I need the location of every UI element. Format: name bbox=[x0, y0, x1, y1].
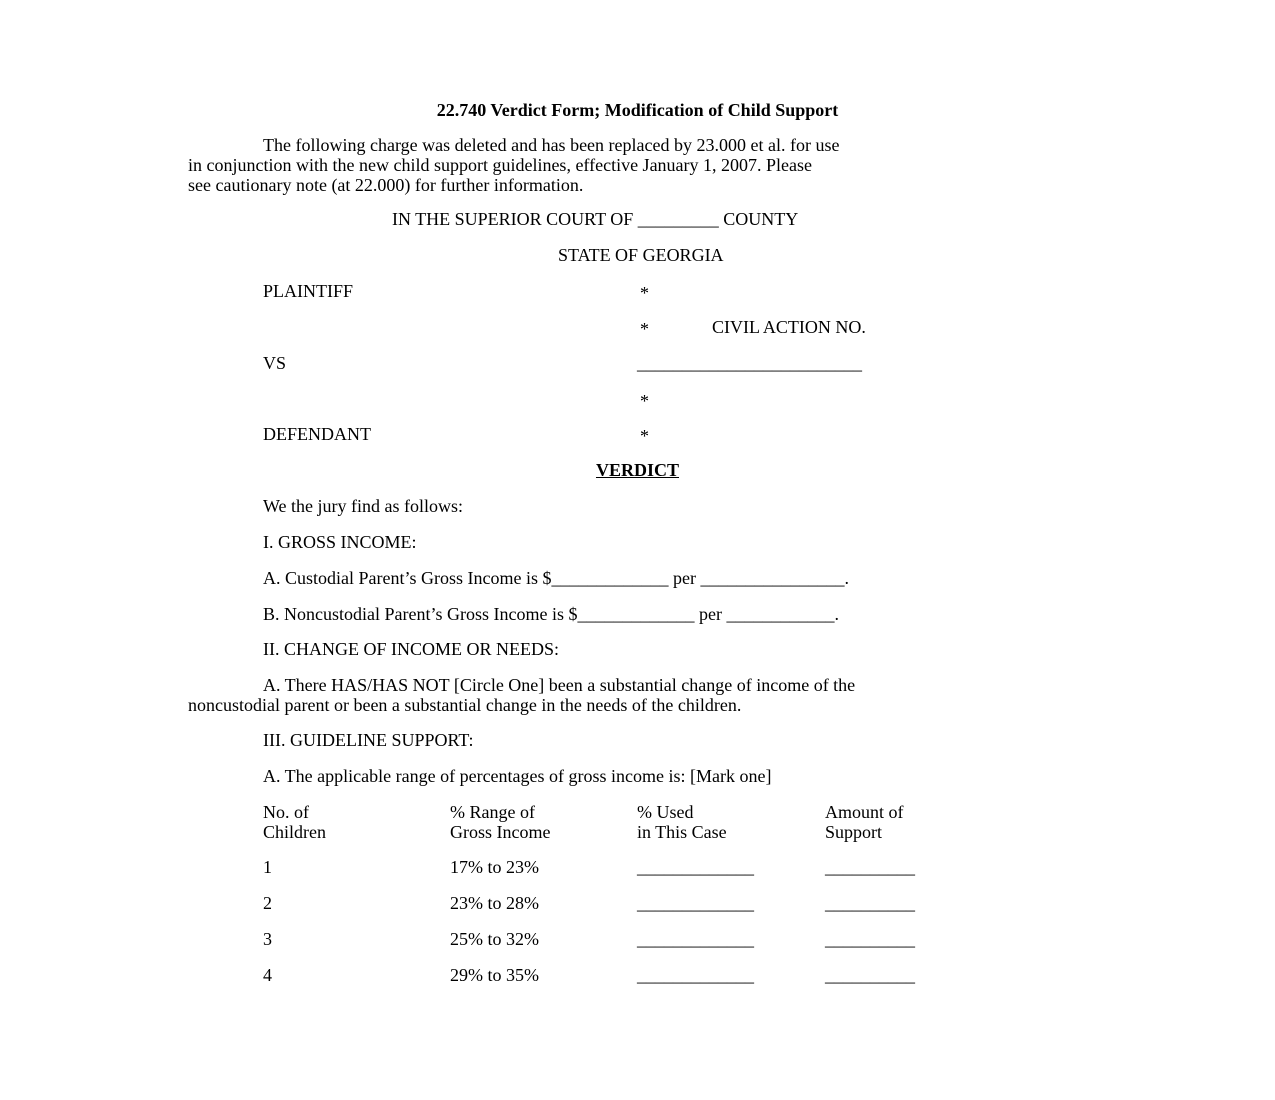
civil-action-label: CIVIL ACTION NO. bbox=[712, 317, 866, 337]
table-header: Amount of bbox=[825, 802, 904, 822]
change-line: noncustodial parent or been a substantial change in the needs of the children. bbox=[188, 695, 742, 715]
table-header: % Used bbox=[637, 802, 694, 822]
table-cell: __________ bbox=[825, 857, 915, 877]
intro-text: We the jury find as follows: bbox=[263, 496, 464, 516]
table-cell: __________ bbox=[825, 929, 915, 949]
table-header: Gross Income bbox=[450, 822, 551, 842]
court-heading: IN THE SUPERIOR COURT OF _________ COUNTY bbox=[392, 209, 799, 229]
defendant-label: DEFENDANT bbox=[263, 424, 371, 444]
table-header: in This Case bbox=[637, 822, 727, 842]
table-header: Support bbox=[825, 822, 883, 842]
table-cell: _____________ bbox=[637, 929, 754, 949]
table-cell: _____________ bbox=[637, 857, 754, 877]
table-cell: 17% to 23% bbox=[450, 857, 539, 877]
plaintiff-label: PLAINTIFF bbox=[263, 281, 354, 301]
range-instruction: A. The applicable range of percentages of gross income is: [Mark one] bbox=[263, 766, 772, 786]
table-cell: __________ bbox=[825, 893, 915, 913]
table-header: Children bbox=[263, 822, 326, 842]
table-header: No. of bbox=[263, 802, 309, 822]
table-cell: 25% to 32% bbox=[450, 929, 539, 949]
caption-star: * bbox=[640, 391, 649, 411]
table-header: % Range of bbox=[450, 802, 535, 822]
noncustodial-income-line: B. Noncustodial Parent’s Gross Income is $_____________ per ____________. bbox=[263, 604, 839, 624]
note-line: The following charge was deleted and has been replaced by 23.000 et al. for use bbox=[263, 135, 840, 155]
vs-label: VS bbox=[263, 353, 287, 373]
section-heading: III. GUIDELINE SUPPORT: bbox=[263, 730, 474, 750]
note-line: in conjunction with the new child support guidelines, effective January 1, 2007. Please bbox=[188, 155, 813, 175]
table-cell: _____________ bbox=[637, 893, 754, 913]
table-cell: _____________ bbox=[637, 965, 754, 985]
verdict-heading: VERDICT bbox=[595, 460, 679, 480]
case-number-line: _________________________ bbox=[637, 353, 862, 373]
note-line: see cautionary note (at 22.000) for further information. bbox=[188, 175, 584, 195]
table-cell: 1 bbox=[263, 857, 272, 877]
table-cell: 2 bbox=[263, 893, 272, 913]
custodial-income-line: A. Custodial Parent’s Gross Income is $_____________ per ________________. bbox=[263, 568, 849, 588]
change-line: A. There HAS/HAS NOT [Circle One] been a substantial change of income of the bbox=[263, 675, 856, 695]
table-cell: 3 bbox=[263, 929, 272, 949]
caption-star: * bbox=[640, 319, 649, 339]
table-cell: 29% to 35% bbox=[450, 965, 539, 985]
caption-star: * bbox=[640, 283, 649, 303]
table-cell: 4 bbox=[263, 965, 272, 985]
table-cell: __________ bbox=[825, 965, 915, 985]
section-heading: II. CHANGE OF INCOME OR NEEDS: bbox=[263, 639, 559, 659]
state-heading: STATE OF GEORGIA bbox=[558, 245, 724, 265]
table-cell: 23% to 28% bbox=[450, 893, 539, 913]
document-title: 22.740 Verdict Form; Modification of Child Support bbox=[436, 100, 839, 120]
section-heading: I. GROSS INCOME: bbox=[263, 532, 417, 552]
caption-star: * bbox=[640, 426, 649, 446]
